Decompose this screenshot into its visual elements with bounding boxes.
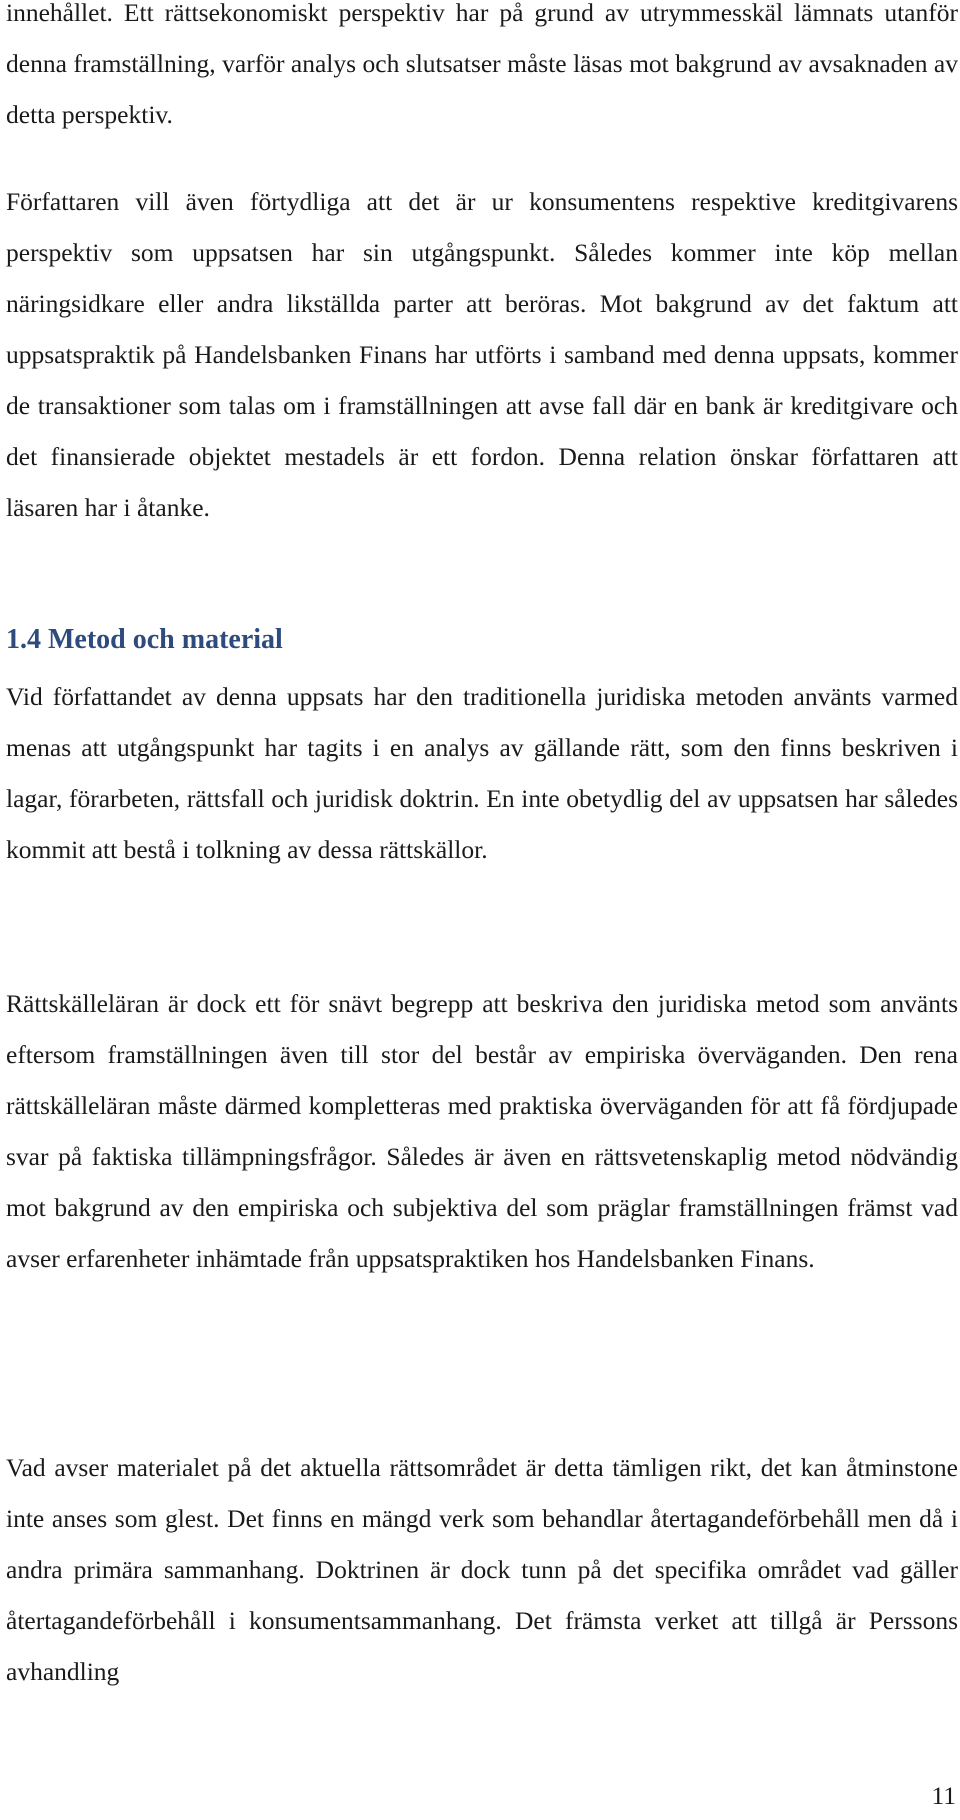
paragraph-legal-sources: Rättskälleläran är dock ett för snävt begrepp att beskriva den juridiska metod som använts eftersom framställningen även till stor del består av empiriska överväganden. Den rena rättskälleläran måste därmed kompletteras med praktiska överväganden för att få fördjupade svar på faktiska tillämpningsfrågor. Således är även en rättsvetenskaplig metod nödvändig mot bakgrund av den empiriska och subjektiva del som präglar framställningen främst vad avser erfarenheter inhämtade från uppsatspraktiken hos Handelsbanken Finans. [6,989,958,1273]
page-number: 11 [931,1781,956,1810]
paragraph-perspective: Författaren vill även förtydliga att det är ur konsumentens respektive kreditgivarens perspektiv som uppsatsen har sin utgångspunkt. Således kommer inte köp mellan näringsidkare eller andra likställda parter att beröras. Mot bakgrund av det faktum att uppsatspraktik på Handelsbanken Finans har utförts i samband med denna uppsats, kommer de transaktioner som talas om i framställningen att avse fall där en bank är kreditgivare och det finansierade objektet mestadels är ett fordon. Denna relation önskar författaren att läsaren har i åtanke. [6,187,958,522]
section-heading: 1.4 Metod och material [6,624,283,655]
paragraph-scope-note: innehållet. Ett rättsekonomiskt perspektiv har på grund av utrymmesskäl lämnats utanför denna framställning, varför analys och slutsatser måste läsas mot bakgrund av avsaknaden av detta perspektiv. [6,0,958,129]
document-page [6,0,958,1820]
paragraph-method: Vid författandet av denna uppsats har den traditionella juridiska metoden använts varmed menas att utgångspunkt har tagits i en analys av gällande rätt, som den finns beskriven i lagar, förarbeten, rättsfall och juridisk doktrin. En inte obetydlig del av uppsatsen har således kommit att bestå i tolkning av dessa rättskällor. [6,682,958,864]
paragraph-material: Vad avser materialet på det aktuella rättsområdet är detta tämligen rikt, det kan åtminstone inte anses som glest. Det finns en mängd verk som behandlar återtagandeförbehåll men då i andra primära sammanhang. Doktrinen är dock tunn på det specifika området vad gäller återtagandeförbehåll i konsumentsammanhang. Det främsta verket att tillgå är Perssons avhandling [6,1453,958,1686]
